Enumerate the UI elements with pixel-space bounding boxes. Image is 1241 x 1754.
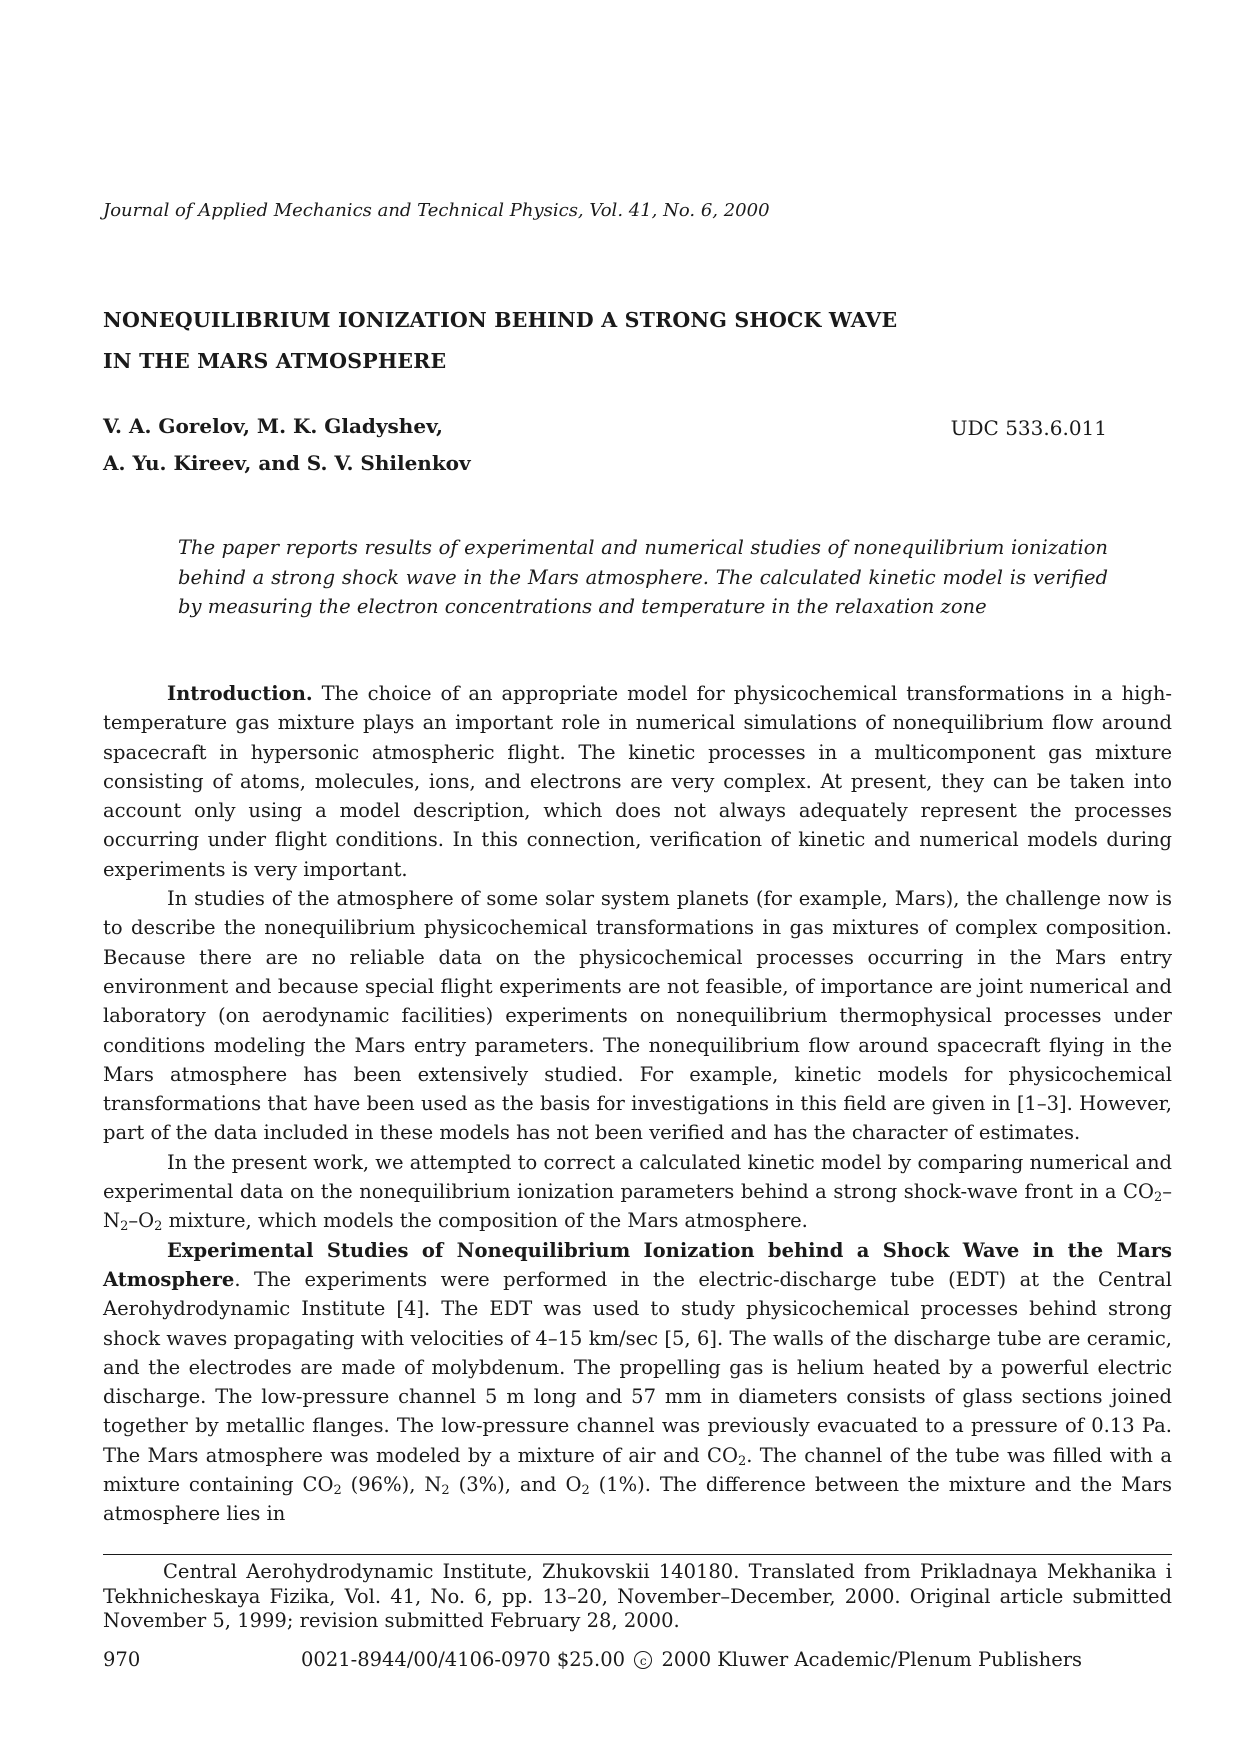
authors-line-2: A. Yu. Kireev, and S. V. Shilenkov [103,451,471,475]
footnote-rule [103,1554,1172,1555]
author-list [103,408,471,482]
subscript: 2 [441,1483,450,1499]
authors-line-1: V. A. Gorelov, M. K. Gladyshev, [103,414,444,438]
subscript: 2 [154,1219,163,1235]
journal-citation: Journal of Applied Mechanics and Technical Physics, Vol. 41, No. 6, 2000 [103,200,770,221]
intro-paragraph-1: Introduction. The choice of an appropriate model for physicochemical transformations in a high-temperature gas mixture plays an important role in numerical simulations of nonequilibrium flow around spacecraft in hypersonic atmospheric flight. The kinetic processes in a multicomponent gas mixture consisting of atoms, molecules, ions, and electrons are very complex. At present, they can be taken into account only using a model description, which does not always adequately represent the processes occurring under flight conditions. In this connection, verification of kinetic and numerical models during experiments is very important. [103,682,1172,881]
udc-code: UDC 533.6.011 [950,416,1107,440]
intro-paragraph-2: In studies of the atmosphere of some solar system planets (for example, Mars), the challenge now is to describe the nonequilibrium physicochemical transformations in gas mixtures of complex composition. Because there are no reliable data on the physicochemical processes occurring in the Mars entry environment and because special flight experiments are not feasible, of importance are joint numerical and laboratory (on aerodynamic facilities) experiments on nonequilibrium thermophysical processes under conditions modeling the Mars entry parameters. The nonequilibrium flow around spacecraft flying in the Mars atmosphere has been extensively studied. For example, kinetic models for physicochemical transformations that have been used as the basis for investigations in this field are given in [1–3]. However, part of the data included in these models has not been verified and has the character of estimates. [103,887,1172,1145]
footnote: Central Aerohydrodynamic Institute, Zhukovskii 140180. Translated from Prikladnaya Mekhanika i Tekhnicheskaya Fizika, Vol. 41, No. 6, pp. 13–20, November–December, 2000. Original article submitted November 5, 1999; revision submitted February 28, 2000. [103,1560,1172,1632]
issn-line [301,1648,1082,1671]
intro-paragraph-3: In the present work, we attempted to correct a calculated kinetic model by comparing numerical and experimental data on the nonequilibrium ionization parameters behind a strong shock-wave front in a $CO_2-N_2-O_2$ mixture, which models the composition of the Mars atmosphere. [103,1150,1172,1235]
subscript: 2 [1153,1190,1163,1206]
title-line-1: NONEQUILIBRIUM IONIZATION BEHIND A STRONG SHOCK WAVE [103,308,898,332]
body-text [103,679,1172,1529]
copyright-icon: c [634,1651,652,1669]
subscript: 2 [120,1219,129,1235]
publisher-name: 2000 Kluwer Academic/Plenum Publishers [661,1648,1083,1671]
subscript: 2 [333,1483,342,1499]
issn-code: 0021-8944/00/4106-0970 $25.00 [301,1648,626,1671]
subscript: 2 [737,1453,747,1469]
title-line-2: IN THE MARS ATMOSPHERE [103,349,447,373]
section2-heading: Experimental Studies of Nonequilibrium Ionization behind a Shock Wave in the Mars Atmosphere [103,1238,1172,1291]
section2-paragraph: Experimental Studies of Nonequilibrium Ionization behind a Shock Wave in the Mars Atmosphere. The experiments were performed in the electric-discharge tube (EDT) at the Central Aerohydrodynamic Institute [4]. The EDT was used to study physicochemical processes behind strong shock waves propagating with velocities of 4–15 km/sec [5, 6]. The walls of the discharge tube are ceramic, and the electrodes are made of molybdenum. The propelling gas is helium heated by a powerful electric discharge. The low-pressure channel 5 m long and 57 mm in diameters consists of glass sections joined together by metallic flanges. The low-pressure channel was previously evacuated to a pressure of 0.13 Pa. The Mars atmosphere was modeled by a mixture of air and $CO_2$. The channel of the tube was filled with a mixture containing $CO_2$ (96%), $N_2$ (3%), and $O_2$ (1%). The difference between the mixture and the Mars atmosphere lies in [103,1238,1172,1526]
intro-heading: Introduction. [167,682,313,705]
abstract: The paper reports results of experimental and numerical studies of nonequilibrium ionization behind a strong shock wave in the Mars atmosphere. The calculated kinetic model is verified by measuring the electron concentrations and temperature in the relaxation zone [178,536,1108,618]
paper-title [103,300,1103,382]
page-number: 970 [103,1648,141,1671]
subscript: 2 [581,1483,590,1499]
